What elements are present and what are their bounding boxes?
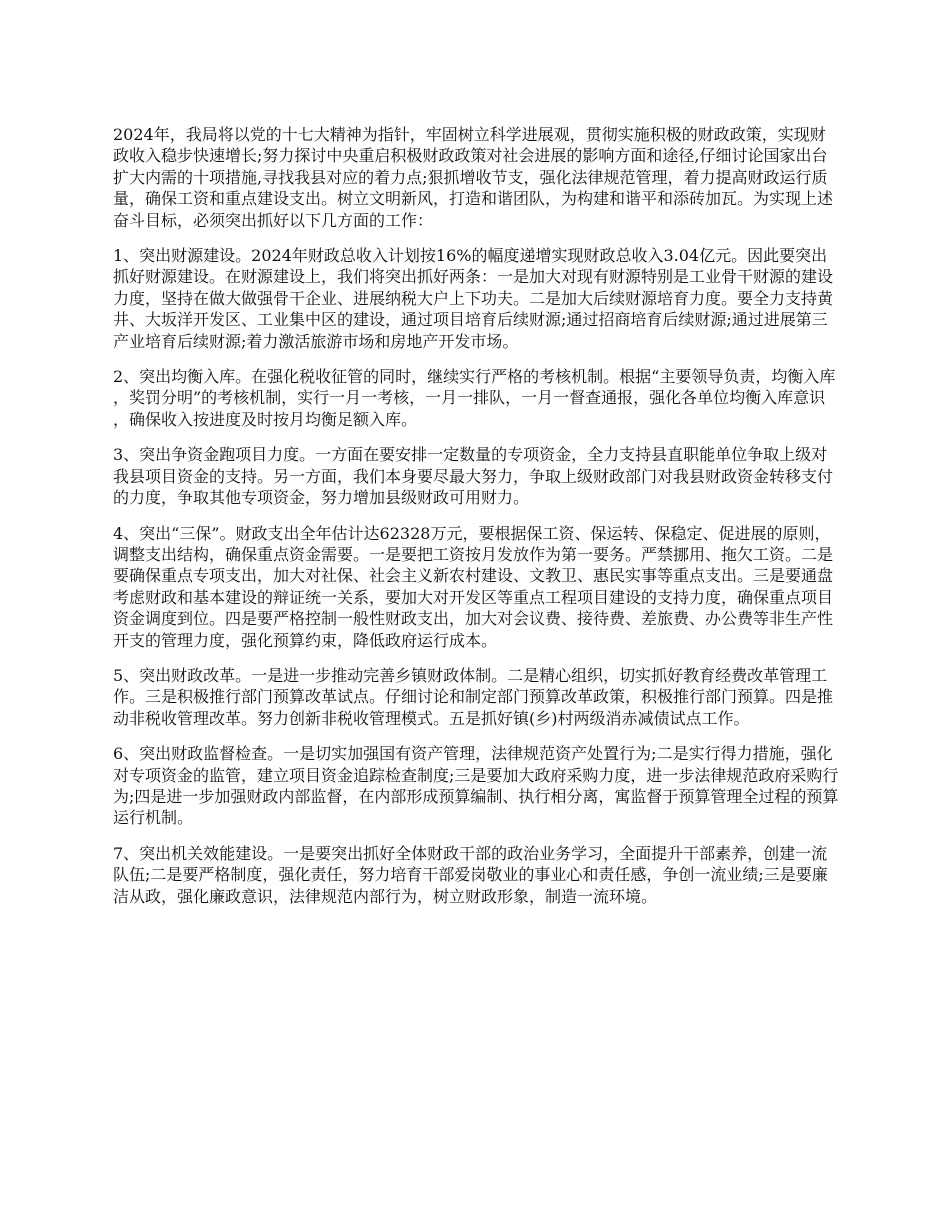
intro-paragraph: 2024年，我局将以党的十七大精神为指针，牢固树立科学进展观，贯彻实施积极的财政政策，实现财政收入稳步快速增长;努力探讨中央重启积极财政政策对社会进展的影响方面和途径,仔细讨论国家出台扩大内需的十项措施,寻找我县对应的着力点;狠抓增收节支，强化法律规范管理，着力提高财政运行质量，确保工资和重点建设支出。树立文明新风，打造和谐团队，为构建和谐平和添砖加瓦。为实现上述奋斗目标，必须突出抓好以下几方面的工作： (113, 125, 834, 230)
section-6-supervision-paragraph: 6、突出财政监督检查。一是切实加强国有资产管理，法律规范资产处置行为;二是实行得力措施，强化对专项资金的监管，建立项目资金追踪检查制度;三是要加大政府采购力度，进一步法律规范政府采购行为;四是进一步加强财政内部监督，在内部形成预算编制、执行相分离，寓监督于预算管理全过程的预算运行机制。 (113, 744, 839, 828)
document-body (113, 124, 841, 921)
section-4-three-guarantees-paragraph: 4、突出“三保”。财政支出全年估计达62328万元，要根据保工资、保运转、保稳定、促进展的原则，调整支出结构，确保重点资金需要。一是要把工资按月发放作为第一要务。严禁挪用、拖欠工资。二是要确保重点专项支出，加大对社保、社会主义新农村建设、文教卫、惠民实事等重点支出。三是要通盘考虑财政和基本建设的辩证统一关系，要加大对开发区等重点工程项目建设的支持力度，确保重点项目资金调度到位。四是要严格控制一般性财政支出，加大对会议费、接待费、差旅费、办公费等非生产性开支的管理力度，强化预算约束，降低政府运行成本。 (113, 523, 834, 650)
section-1-financial-source-paragraph: 1、突出财源建设。2024年财政总收入计划按16%的幅度递增实现财政总收入3.04亿元。因此要突出抓好财源建设。在财源建设上，我们将突出抓好两条：一是加大对现有财源特别是工业骨干财源的建设力度，坚持在做大做强骨干企业、进展纳税大户上下功夫。二是加大后续财源培育力度。要全力支持黄井、大坂洋开发区、工业集中区的建设，通过项目培育后续财源;通过招商培育后续财源;通过进展第三产业培育后续财源;着力激活旅游市场和房地产开发市场。 (113, 246, 834, 351)
section-5-fiscal-reform-paragraph: 5、突出财政改革。一是进一步推动完善乡镇财政体制。二是精心组织，切实抓好教育经费改革管理工作。三是积极推行部门预算改革试点。仔细讨论和制定部门预算改革政策，积极推行部门预算。四是推动非税收管理改革。努力创新非税收管理模式。五是抓好镇(乡)村两级消赤减债试点工作。 (113, 665, 834, 728)
section-2-balanced-revenue-paragraph: 2、突出均衡入库。在强化税收征管的同时，继续实行严格的考核机制。根据“主要领导负责，均衡入库，奖罚分明”的考核机制，实行一月一考核，一月一排队，一月一督查通报，强化各单位均衡入库意识，确保收入按进度及时按月均衡足额入库。 (113, 367, 836, 429)
section-7-efficiency-paragraph: 7、突出机关效能建设。一是要突出抓好全体财政干部的政治业务学习，全面提升干部素养，创建一流队伍;二是要严格制度，强化责任，努力培育干部爱岗敬业的事业心和责任感，争创一流业绩;三是要廉洁从政，强化廉政意识，法律规范内部行为，树立财政形象，制造一流环境。 (113, 843, 828, 906)
section-3-project-funding-paragraph: 3、突出争资金跑项目力度。一方面在要安排一定数量的专项资金，全力支持县直职能单位争取上级对我县项目资金的支持。另一方面，我们本身要尽最大努力，争取上级财政部门对我县财政资金转移支付的力度，争取其他专项资金，努力增加县级财政可用财力。 (113, 445, 834, 508)
